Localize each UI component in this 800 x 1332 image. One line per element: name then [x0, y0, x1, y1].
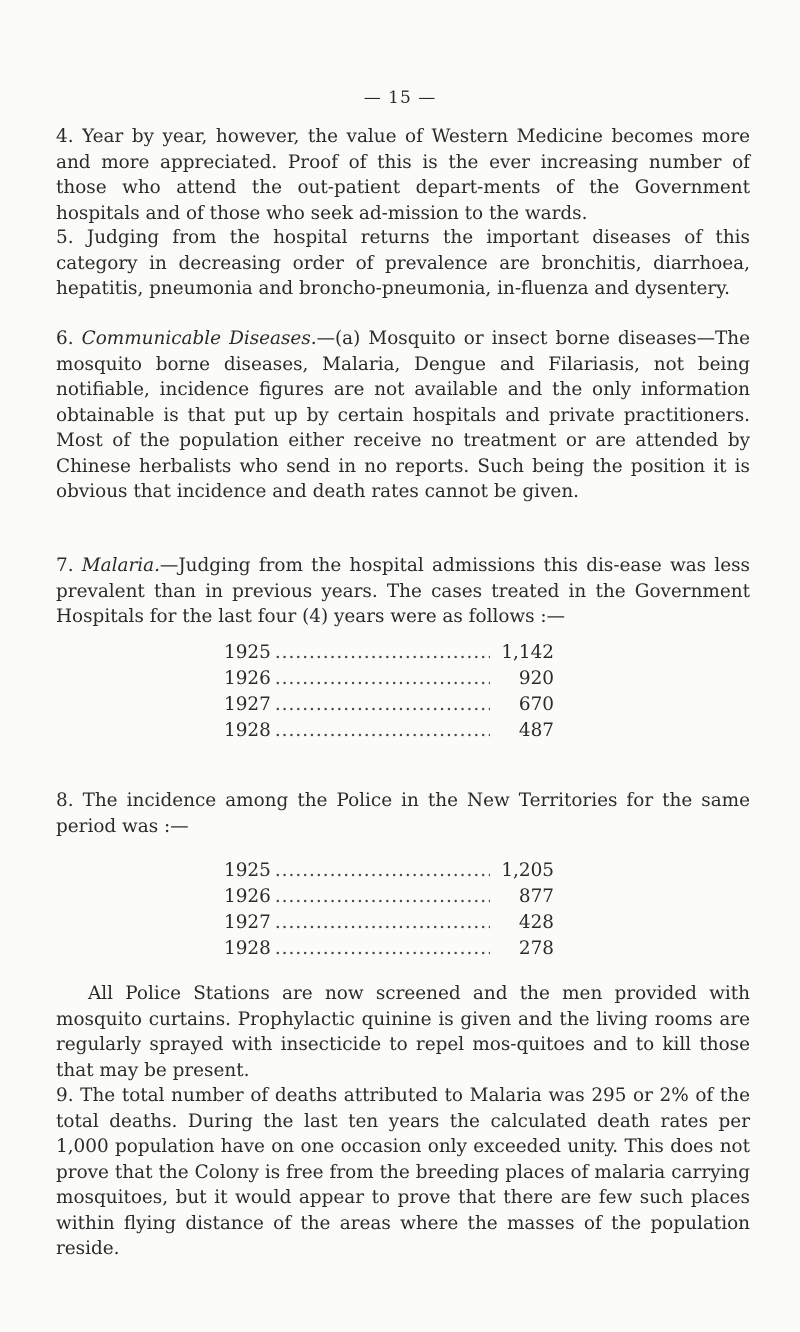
paragraph-6-body: —(a) Mosquito or insect borne diseases—The mosquito borne diseases, Malaria, Dengue and Filariasis, not being notifiable, incidence figures are not available and the only information obtainable is that put up by certain hospitals and private practitioners. Most of the population either receive no treatment or are attended by Chinese herbalists who send in no reports. Such being the position it is obvious that incidence and death rates cannot be given. — [56, 328, 750, 502]
table-row — [224, 692, 554, 718]
leader-dots — [275, 640, 490, 666]
value-cell: 428 — [518, 912, 554, 933]
table-row — [224, 910, 554, 936]
year-cell: 1927 — [224, 694, 271, 715]
leader-dots — [275, 884, 490, 910]
year-cell: 1925 — [224, 860, 271, 881]
leader-dots — [275, 910, 490, 936]
paragraph-4: 4. Year by year, however, the value of Western Medicine becomes more and more appreciated. Proof of this is the ever increasing number of those who attend the out-patient depart-ments of the Government hospitals and of those who seek ad-mission to the wards. — [56, 126, 750, 224]
paragraph-7-body: —Judging from the hospital admissions this dis-ease was less prevalent than in previous years. The cases treated in the Government Hospitals for the last four (4) years were as follows :— — [56, 555, 750, 627]
value-cell: 1,205 — [501, 860, 554, 881]
value-cell: 670 — [518, 694, 554, 715]
leader-dots — [275, 666, 490, 692]
paragraph-8: 8. The incidence among the Police in the New Territories for the same period was :— — [56, 790, 750, 837]
leader-dots — [275, 692, 490, 718]
page-number: — 15 — — [363, 88, 437, 108]
leader-dots — [275, 718, 490, 744]
year-cell: 1928 — [224, 938, 271, 959]
paragraph-7-heading: Malaria. — [81, 555, 160, 576]
paragraph-8-continuation: All Police Stations are now screened and the men provided with mosquito curtains. Prophylactic quinine is given and the living rooms are regularly sprayed with insecticide to repel mos-quitoes and to kill those that may be present. — [56, 983, 750, 1081]
table-row — [224, 936, 554, 962]
table-row — [224, 640, 554, 666]
paragraph-6-lead: 6. — [56, 328, 82, 349]
value-cell: 920 — [518, 668, 554, 689]
paragraph-6 — [56, 326, 750, 505]
year-cell: 1926 — [224, 886, 271, 907]
hospital-cases-table — [224, 640, 554, 744]
year-cell: 1925 — [224, 642, 271, 663]
table-row — [224, 884, 554, 910]
police-cases-table — [224, 858, 554, 962]
year-cell: 1927 — [224, 912, 271, 933]
value-cell: 487 — [518, 720, 554, 741]
table-row — [224, 858, 554, 884]
value-cell: 1,142 — [501, 642, 554, 663]
table-row — [224, 718, 554, 744]
value-cell: 278 — [518, 938, 554, 959]
paragraph-5: 5. Judging from the hospital returns the important diseases of this category in decreasing order of prevalence are bronchitis, diarrhoea, hepatitis, pneumonia and broncho-pneumonia, in-fluenza and dysentery. — [56, 227, 750, 299]
paragraph-7-lead: 7. — [56, 555, 82, 576]
paragraph-7 — [56, 553, 750, 630]
table-row — [224, 666, 554, 692]
leader-dots — [275, 936, 490, 962]
year-cell: 1928 — [224, 720, 271, 741]
paragraph-9: 9. The total number of deaths attributed to Malaria was 295 or 2% of the total deaths. During the last ten years the calculated death rates per 1,000 population have on one occasion only exceeded unity. This does not prove that the Colony is free from the breeding places of malaria carrying mosquitoes, but it would appear to prove that there are few such places within flying distance of the areas where the masses of the population reside. — [56, 1085, 750, 1259]
value-cell: 877 — [518, 886, 554, 907]
paragraph-6-heading: Communicable Diseases. — [81, 328, 317, 349]
year-cell: 1926 — [224, 668, 271, 689]
leader-dots — [275, 858, 490, 884]
